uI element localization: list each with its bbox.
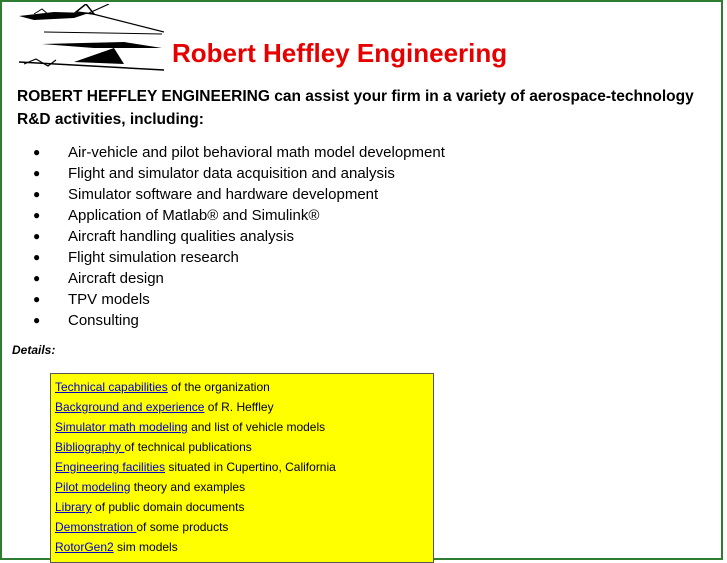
- details-row: Engineering facilities situated in Cupertino, California: [55, 460, 336, 474]
- bullet-icon: ●: [33, 229, 41, 243]
- list-item: ● Simulator software and hardware development: [33, 186, 379, 203]
- bullet-icon: ●: [33, 208, 41, 222]
- details-label: Details:: [12, 343, 56, 357]
- intro-paragraph: ROBERT HEFFLEY ENGINEERING can assist your firm in a variety of aerospace-technology R&D activities, including:: [17, 88, 694, 128]
- bullet-icon: ●: [33, 313, 41, 327]
- library-link[interactable]: Library: [55, 500, 92, 514]
- engineering-facilities-link[interactable]: Engineering facilities: [55, 460, 166, 474]
- details-row: Library of public domain documents: [55, 500, 245, 514]
- aircraft-logo-icon: [14, 4, 164, 74]
- details-row: Background and experience of R. Heffley: [55, 400, 274, 414]
- details-row: RotorGen2 sim models: [55, 540, 178, 554]
- capabilities-list: [0, 142, 445, 331]
- list-item: ● Flight simulation research: [33, 249, 239, 266]
- list-item: ● Aircraft design: [33, 270, 164, 287]
- technical-capabilities-link[interactable]: Technical capabilities: [55, 380, 168, 394]
- list-item: ● Air-vehicle and pilot behavioral math model development: [33, 144, 445, 161]
- bullet-icon: ●: [33, 271, 41, 285]
- background-experience-link[interactable]: Background and experience: [55, 400, 205, 414]
- details-row: Simulator math modeling and list of vehicle models: [55, 420, 326, 434]
- pilot-modeling-link[interactable]: Pilot modeling: [55, 480, 131, 494]
- bibliography-link[interactable]: Bibliography: [55, 440, 125, 454]
- rotorgen2-link[interactable]: RotorGen2: [55, 540, 114, 554]
- list-item: ● Consulting: [33, 312, 139, 329]
- bullet-icon: ●: [33, 145, 41, 159]
- list-item: ● Application of Matlab® and Simulink®: [33, 207, 320, 224]
- list-item: ● Aircraft handling qualities analysis: [33, 228, 294, 245]
- list-item: ● Flight and simulator data acquisition and analysis: [33, 165, 395, 182]
- details-row: Demonstration of some products: [55, 520, 229, 534]
- bullet-icon: ●: [33, 292, 41, 306]
- details-row: Pilot modeling theory and examples: [55, 480, 246, 494]
- page-title: Robert Heffley Engineering: [172, 38, 508, 68]
- bullet-icon: ●: [33, 166, 41, 180]
- details-box: [50, 373, 434, 563]
- simulator-math-modeling-link[interactable]: Simulator math modeling: [55, 420, 188, 434]
- bullet-icon: ●: [33, 187, 41, 201]
- bullet-icon: ●: [33, 250, 41, 264]
- list-item: ● TPV models: [33, 291, 150, 308]
- details-row: Bibliography of technical publications: [55, 440, 252, 454]
- details-row: Technical capabilities of the organization: [55, 380, 270, 394]
- demonstration-link[interactable]: Demonstration: [55, 520, 137, 534]
